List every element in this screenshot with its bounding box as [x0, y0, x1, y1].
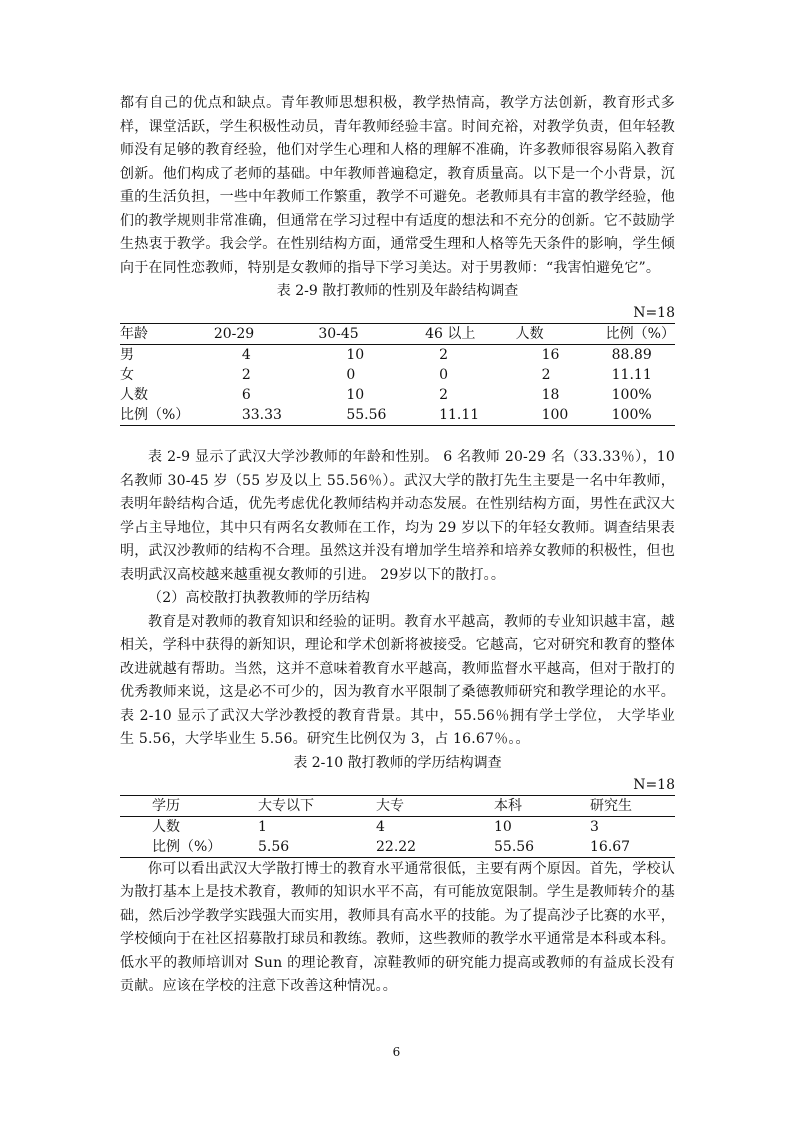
table-cell: 16: [541, 347, 560, 363]
table-cell: 2: [241, 367, 251, 383]
table-cell: 0: [346, 367, 356, 383]
table-row: [120, 837, 675, 858]
page-number: 6: [392, 1045, 401, 1059]
table-header-cell: 年龄: [120, 324, 212, 345]
page-content: [120, 92, 675, 999]
table-header-cell: 大专: [376, 795, 494, 816]
table-cell: 女: [120, 367, 134, 383]
table-cell: 11.11: [409, 405, 508, 426]
table-cell: 11.11: [611, 367, 652, 383]
table-header-cell: 学历: [120, 795, 258, 816]
table-cell: 55.56: [494, 837, 590, 858]
table-cell: 5.56: [258, 837, 376, 858]
table-header-cell: 30-45: [310, 324, 409, 345]
section-heading: （2）高校散打执教教师的学历结构: [148, 590, 371, 606]
table-row: [120, 816, 675, 837]
table-header-cell: 人数: [508, 324, 606, 345]
sample-size-label: N=18: [633, 776, 675, 793]
table-cell: 比例（%）: [120, 837, 258, 858]
table-header-cell: 20-29: [212, 324, 311, 345]
table-cell: 100%: [606, 405, 675, 426]
table-cell: 55.56: [310, 405, 409, 426]
table-cell: 比例（%）: [120, 405, 212, 426]
table-cell: 22.22: [376, 837, 494, 858]
table-header-row: [120, 324, 675, 345]
table-caption: 表 2-10 散打教师的学历结构调查: [293, 754, 502, 771]
table-caption: 表 2-9 散打教师的性别及年龄结构调查: [276, 283, 519, 299]
table-row: [120, 405, 675, 426]
table-cell: 1: [258, 818, 267, 835]
age-gender-table: [120, 323, 675, 426]
table-header-cell: 比例（%）: [606, 324, 675, 345]
table-cell: 3: [590, 818, 599, 835]
table-cell: 33.33: [212, 405, 311, 426]
table-cell: 男: [120, 347, 134, 363]
table-cell: 6: [241, 387, 251, 403]
table-cell: 18: [541, 387, 560, 403]
table-cell: 16.67: [590, 837, 675, 858]
table-header-row: [120, 795, 675, 816]
sample-size-label: N=18: [633, 305, 675, 321]
body-paragraph: 表 2-9 显示了武汉大学沙教师的年龄和性别。 6 名教师 20-29 名（33.33％），10 名教师 30-45 岁（55 岁及以上 55.56％）。武汉大学的散打先生主要是一名中年教师，表明年龄结构合适，优先考虑优化教师结构并动态发展。在性别结构方面，男性在武汉大学占主导地位，其中只有两名女教师在工作，均为 29 岁以下的年轻女教师。调查结果表明，武汉沙教师的结构不合理。虽然这并没有增加学生培养和培养女教师的积极性，但也表明武汉高校越来越重视女教师的引进。 29岁以下的散打。。: [120, 449, 675, 583]
body-paragraph: 教育是对教师的教育知识和经验的证明。教育水平越高，教师的专业知识越丰富，越相关，学科中获得的新知识，理论和学术创新将被接受。它越高，它对研究和教育的整体改进就越有帮助。当然，这并不意味着教育水平越高，教师监督水平越高，但对于散打的优秀教师来说，这是必不可少的，因为教育水平限制了桑德教师研究和教学理论的水平。表 2-10 显示了武汉大学沙教授的教育背景。其中，55.56％拥有学士学位， 大学毕业生 5.56，大学毕业生 5.56。研究生比例仅为 3，占 16.67％。。: [120, 613, 675, 747]
table-cell: 10: [494, 818, 512, 835]
table-cell: 4: [376, 818, 385, 835]
table-header-cell: 大专以下: [258, 795, 376, 816]
table-cell: 2: [541, 367, 551, 383]
table-header-cell: 研究生: [590, 795, 675, 816]
table-cell: 100%: [611, 387, 652, 403]
table-cell: 0: [439, 367, 449, 383]
body-paragraph: 你可以看出武汉大学散打博士的教育水平通常很低，主要有两个原因。首先，学校认为散打基本上是技术教育，教师的知识水平不高，有可能放宽限制。学生是教师转介的基础，然后沙学教学实践强大而实用，教师具有高水平的技能。为了提高沙子比赛的水平，学校倾向于在社区招募散打球员和教练。教师，这些教师的教学水平通常是本科或本科。低水平的教师培训对 Sun 的理论教育，凉鞋教师的研究能力提高或教师的有益成长没有贡献。应该在学校的注意下改善这种情况。。: [120, 860, 675, 994]
table-cell: 10: [346, 347, 365, 363]
education-table: [120, 795, 675, 858]
body-paragraph: 都有自己的优点和缺点。青年教师思想积极，教学热情高，教学方法创新，教育形式多样，课堂活跃，学生积极性动员，青年教师经验丰富。时间充裕，对教学负责，但年轻教师没有足够的教育经验，他们对学生心理和人格的理解不准确，许多教师很容易陷入教育创新。他们构成了老师的基础。中年教师普遍稳定，教育质量高。以下是一个小背景，沉重的生活负担，一些中年教师工作繁重，教学不可避免。老教师具有丰富的教学经验，他们的教学规则非常准确，但通常在学习过程中有适度的想法和不充分的创新。它不鼓励学生热衷于教学。我会学。在性别结构方面，通常受生理和人格等先天条件的影响，学生倾向于在同性恋教师，特别是女教师的指导下学习美达。对于男教师：“我害怕避免它”。: [120, 95, 675, 276]
table-cell: 人数: [152, 818, 180, 835]
table-header-cell: 本科: [494, 795, 590, 816]
table-cell: 100: [508, 405, 606, 426]
table-header-cell: 46 以上: [409, 324, 508, 345]
table-row: [120, 365, 675, 385]
table-cell: 人数: [120, 387, 148, 403]
table-cell: 10: [346, 387, 365, 403]
table-cell: 2: [439, 347, 449, 363]
table-row: [120, 345, 675, 366]
table-cell: 88.89: [611, 347, 652, 363]
table-cell: 4: [241, 347, 251, 363]
table-row: [120, 385, 675, 405]
table-cell: 2: [439, 387, 449, 403]
